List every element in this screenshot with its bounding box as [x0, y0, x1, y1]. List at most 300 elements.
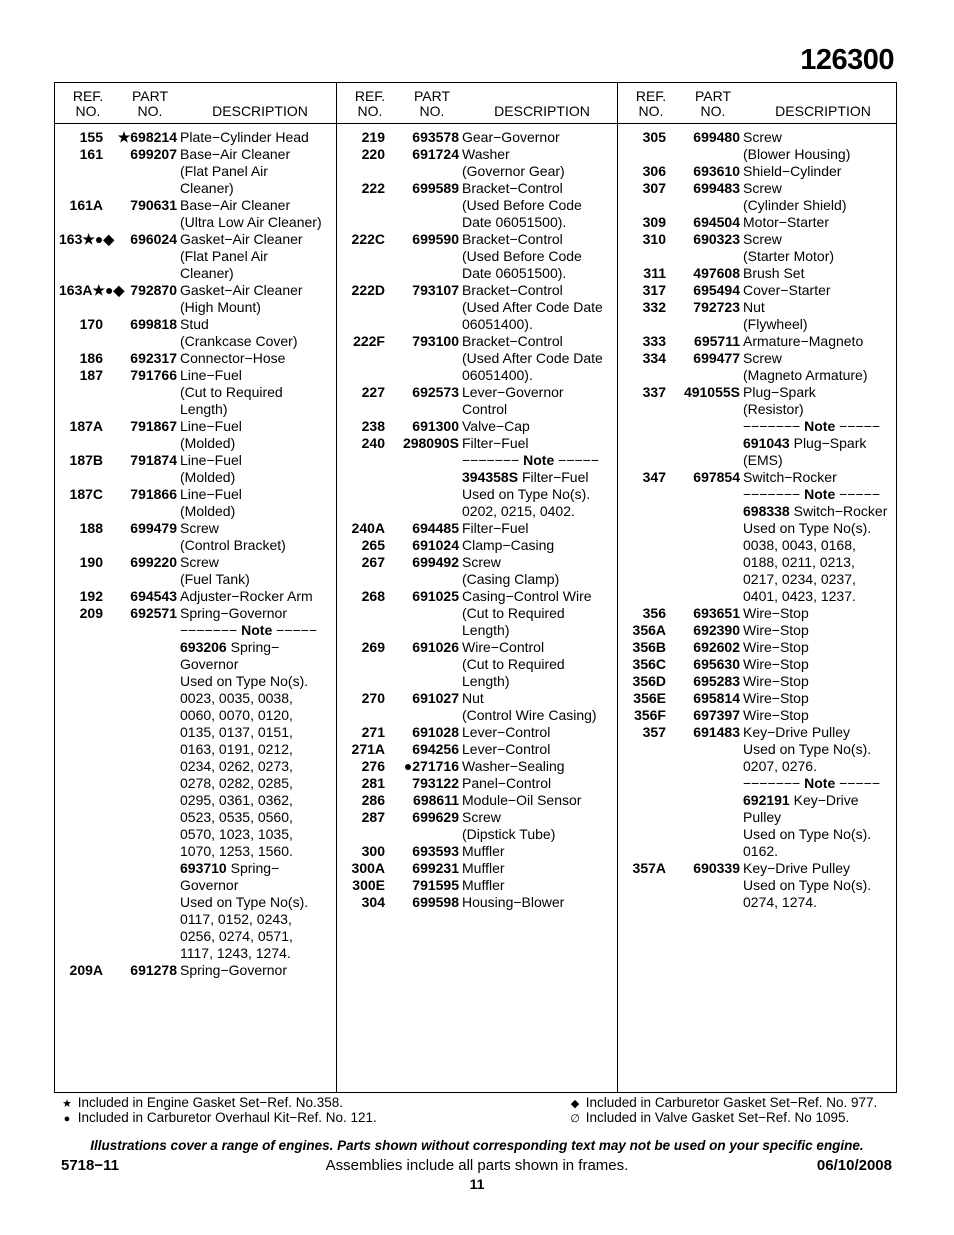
ref-number: 333 [642, 333, 666, 349]
note-description: Filter−Fuel Used on Type No(s). 0202, 0215, 0402. [462, 469, 591, 519]
ref-number: 356 [642, 605, 666, 621]
part-description: −−−−−−− Note −−−−− [743, 775, 881, 791]
part-number: 699220 [130, 554, 177, 570]
ref-number: 219 [361, 129, 385, 145]
part-description: Washer−Sealing [462, 758, 565, 774]
part-number: ●271716 [403, 758, 459, 774]
part-number: 697854 [693, 469, 740, 485]
part-description: Screw (Blower Housing) [743, 129, 851, 162]
table-row [337, 333, 618, 384]
diamond-icon: ◆ [570, 1098, 580, 1110]
table-row [618, 384, 897, 418]
rows-column-1 [55, 129, 336, 979]
table-row [55, 197, 336, 231]
ref-number: 356F [634, 707, 666, 723]
part-description: Cover−Starter [743, 282, 831, 298]
table-row [618, 333, 897, 350]
table-row [618, 469, 897, 486]
part-description: Muffler [462, 877, 505, 893]
ref-number: 357A [632, 860, 666, 876]
table-row [618, 231, 897, 265]
part-description: Base−Air Cleaner (Ultra Low Air Cleaner) [180, 197, 322, 230]
ref-number: 357 [642, 724, 666, 740]
parts-table [54, 82, 897, 1093]
assemblies-note: Assemblies include all parts shown in frames. [325, 1157, 629, 1174]
parts-column-3 [617, 83, 897, 1092]
ref-number: 286 [361, 792, 385, 808]
ref-number: 271A [351, 741, 385, 757]
part-description: Wire−Stop [743, 622, 809, 638]
table-row [337, 741, 618, 758]
table-row [55, 350, 336, 367]
ref-number: 192 [79, 588, 103, 604]
part-description: Washer (Governor Gear) [462, 146, 565, 179]
ref-number: 187 [79, 367, 103, 383]
table-row [618, 299, 897, 333]
part-number: 691027 [412, 690, 459, 706]
part-description: Screw (Fuel Tank) [180, 554, 250, 587]
table-row [618, 707, 897, 724]
part-number: 691300 [412, 418, 459, 434]
note-part-number: 394358S [462, 469, 519, 485]
part-number: 691724 [412, 146, 459, 162]
part-description: Bracket−Control (Used Before Code Date 06051500). [462, 180, 582, 230]
table-row [618, 129, 897, 163]
part-number: 790631 [130, 197, 177, 213]
part-description: Muffler [462, 860, 505, 876]
ref-number: 190 [79, 554, 103, 570]
ref-number: 265 [361, 537, 385, 553]
part-number: 698611 [413, 792, 459, 808]
table-row [337, 520, 618, 537]
note-part-number: 691043 [743, 435, 790, 451]
ref-number: 222 [361, 180, 385, 196]
table-row [337, 860, 618, 877]
part-number: 690323 [693, 231, 740, 247]
ref-number: 187B [69, 452, 103, 468]
table-row [337, 877, 618, 894]
footnote-text: Included in Engine Gasket Set−Ref. No.358. [77, 1095, 344, 1110]
part-description: Screw (Casing Clamp) [462, 554, 560, 587]
header-description: DESCRIPTION [212, 103, 308, 119]
header-description: DESCRIPTION [775, 103, 871, 119]
part-description: Screw (Dipstick Tube) [462, 809, 556, 842]
part-number: 695711 [694, 333, 740, 349]
part-number: 693593 [412, 843, 459, 859]
table-row [618, 486, 897, 503]
table-row [55, 146, 336, 197]
part-number: 699207 [130, 146, 177, 162]
parts-column-2 [336, 83, 618, 1092]
part-number: 695814 [693, 690, 740, 706]
ref-number: 188 [79, 520, 103, 536]
table-row [55, 452, 336, 486]
ref-number: 155 [79, 129, 103, 145]
ref-number: 240 [361, 435, 385, 451]
part-description: −−−−−−− Note −−−−− [462, 452, 600, 468]
part-description: Bracket−Control (Used After Code Date 06051400). [462, 333, 603, 383]
table-row [618, 690, 897, 707]
table-row [337, 435, 618, 452]
table-row [55, 962, 336, 979]
part-number: 497608 [693, 265, 740, 281]
column-header [337, 83, 618, 124]
ref-number: 163★●◆ [59, 231, 115, 247]
table-row [55, 554, 336, 588]
ref-number: 269 [361, 639, 385, 655]
part-description: Spring−Governor [180, 962, 288, 978]
model-number: 126300 [800, 44, 894, 76]
note-part-number: 693710 [180, 860, 227, 876]
table-row [337, 554, 618, 588]
part-description: Clamp−Casing [462, 537, 555, 553]
part-number: 692573 [412, 384, 459, 400]
part-number: 696024 [130, 231, 177, 247]
footnote-dot [60, 1110, 377, 1127]
part-description: Nut (Flywheel) [743, 299, 808, 332]
note-description: Switch−Rocker Used on Type No(s). 0038, 0043, 0168, 0188, 0211, 0213, 0217, 0234, 0237, 0401, 0423, 1237. [743, 503, 888, 604]
table-row [55, 316, 336, 350]
part-description: Line−Fuel (Molded) [180, 486, 242, 519]
part-number: 792870 [130, 282, 177, 298]
table-row [618, 792, 897, 860]
ref-number: 222D [351, 282, 385, 298]
table-row [337, 384, 618, 418]
part-description: Screw (Magneto Armature) [743, 350, 868, 383]
part-description: Screw (Control Bracket) [180, 520, 286, 553]
ref-number: 271 [361, 724, 385, 740]
table-row [337, 758, 618, 775]
table-row [618, 214, 897, 231]
part-number: 692571 [130, 605, 177, 621]
part-number: 793122 [412, 775, 459, 791]
table-row [618, 673, 897, 690]
part-number: 699477 [693, 350, 740, 366]
ref-number: 222F [353, 333, 385, 349]
part-description: Muffler [462, 843, 505, 859]
part-description: Adjuster−Rocker Arm [180, 588, 313, 604]
table-row [55, 588, 336, 605]
ref-number: 332 [642, 299, 666, 315]
part-description: Panel−Control [462, 775, 552, 791]
ref-number: 356A [632, 622, 666, 638]
table-row [55, 367, 336, 418]
header-part-no: PART NO. [131, 88, 169, 119]
table-row [618, 265, 897, 282]
ref-number: 347 [642, 469, 666, 485]
part-number: 298090S [402, 435, 459, 451]
table-row [337, 894, 618, 911]
ref-number: 356C [632, 656, 666, 672]
part-number: 699480 [693, 129, 740, 145]
part-number: 791595 [412, 877, 459, 893]
part-description: Motor−Starter [743, 214, 829, 230]
part-description: Wire−Stop [743, 673, 809, 689]
note-part-number: 692191 [743, 792, 790, 808]
ref-number: 356B [632, 639, 666, 655]
ref-number: 222C [351, 231, 385, 247]
ref-number: 281 [361, 775, 385, 791]
ref-number: 337 [642, 384, 666, 400]
note-description: Spring− Governor Used on Type No(s). 0023, 0035, 0038, 0060, 0070, 0120, 0135, 0137, 0151, 0163, 0191, 0212, 0234, 0262, 0273, 0278, 0282, 0285, 0295, 0361, 0362, 0523, 0535, 0560, 0570, 1023, 1035, 1070, 1253, 1560. [180, 639, 309, 859]
ref-number: 186 [79, 350, 103, 366]
part-description: Plug−Spark (Resistor) [743, 384, 816, 417]
table-row [337, 231, 618, 282]
part-number: 693578 [412, 129, 459, 145]
note-description: Spring− Governor Used on Type No(s). 0117, 0152, 0243, 0256, 0274, 0571, 1117, 1243, 1274. [180, 860, 309, 961]
table-row [618, 282, 897, 299]
part-number: 791866 [130, 486, 177, 502]
part-number: 699492 [412, 554, 459, 570]
part-number: 491055S [683, 384, 740, 400]
header-part-no: PART NO. [413, 88, 451, 119]
part-number: 693610 [693, 163, 740, 179]
table-row [55, 639, 336, 860]
part-number: 792723 [693, 299, 740, 315]
table-row [55, 486, 336, 520]
part-number: 791867 [130, 418, 177, 434]
footnote-text: Included in Carburetor Gasket Set−Ref. No. 977. [585, 1095, 878, 1110]
part-number: 694504 [693, 214, 740, 230]
table-row [337, 452, 618, 469]
ref-number: 309 [642, 214, 666, 230]
table-row [337, 775, 618, 792]
table-row [337, 129, 618, 146]
table-row [55, 231, 336, 282]
footnote-text: Included in Carburetor Overhaul Kit−Ref. No. 121. [77, 1110, 377, 1125]
ref-number: 267 [361, 554, 385, 570]
part-description: Base−Air Cleaner (Flat Panel Air Cleaner) [180, 146, 291, 196]
table-row [618, 180, 897, 214]
table-row [337, 537, 618, 554]
note-part-number: 693206 [180, 639, 227, 655]
part-description: Wire−Stop [743, 690, 809, 706]
part-number: 692390 [693, 622, 740, 638]
ref-number: 209 [79, 605, 103, 621]
part-description: Gear−Governor [462, 129, 560, 145]
part-number: 694543 [130, 588, 177, 604]
part-number: 691278 [130, 962, 177, 978]
ref-number: 161A [69, 197, 103, 213]
ref-number: 307 [642, 180, 666, 196]
table-row [337, 588, 618, 639]
ref-number: 356E [633, 690, 666, 706]
part-description: Wire−Stop [743, 707, 809, 723]
table-row [618, 605, 897, 622]
table-row [337, 180, 618, 231]
header-description: DESCRIPTION [494, 103, 590, 119]
part-description: Brush Set [743, 265, 805, 281]
header-ref-no: REF. NO. [354, 88, 386, 119]
part-description: Screw (Cylinder Shield) [743, 180, 847, 213]
part-description: Housing−Blower [462, 894, 565, 910]
table-row [618, 775, 897, 792]
part-description: −−−−−−− Note −−−−− [743, 418, 881, 434]
ref-number: 163A★●◆ [59, 282, 125, 298]
table-row [337, 469, 618, 520]
part-description: Filter−Fuel [462, 520, 529, 536]
document-date: 06/10/2008 [816, 1157, 892, 1174]
part-description: −−−−−−− Note −−−−− [743, 486, 881, 502]
ref-number: 170 [79, 316, 103, 332]
header-ref-no: REF. NO. [635, 88, 667, 119]
table-row [55, 418, 336, 452]
footnote-empty-set [568, 1110, 849, 1127]
column-header [55, 83, 336, 124]
part-number: 699818 [130, 316, 177, 332]
part-description: Key−Drive Pulley Used on Type No(s). 0207, 0276. [743, 724, 872, 774]
part-number: 699590 [412, 231, 459, 247]
part-number: 699589 [412, 180, 459, 196]
part-description [180, 860, 336, 962]
part-description: Wire−Stop [743, 639, 809, 655]
part-number: 695630 [693, 656, 740, 672]
ref-number: 276 [361, 758, 385, 774]
table-row [55, 605, 336, 622]
part-number: 791766 [130, 367, 177, 383]
note-description: Plug−Spark (EMS) [743, 435, 867, 468]
ref-number: 334 [642, 350, 666, 366]
empty-set-icon: ∅ [570, 1113, 580, 1125]
part-description: Line−Fuel (Molded) [180, 418, 242, 451]
part-description: Bracket−Control (Used Before Code Date 06051500). [462, 231, 582, 281]
ref-number: 304 [361, 894, 385, 910]
table-row [618, 724, 897, 775]
part-number: 692317 [130, 350, 177, 366]
table-row [337, 690, 618, 724]
table-row [337, 282, 618, 333]
table-row [337, 146, 618, 180]
part-number: 691026 [412, 639, 459, 655]
ref-number: 209A [69, 962, 103, 978]
ref-number: 187C [69, 486, 103, 502]
table-row [618, 622, 897, 639]
part-description: Shield−Cylinder [743, 163, 842, 179]
ref-number: 306 [642, 163, 666, 179]
part-description: Wire−Control (Cut to Required Length) [462, 639, 565, 689]
part-number: 691025 [412, 588, 459, 604]
part-description: Line−Fuel (Cut to Required Length) [180, 367, 283, 417]
part-description: Line−Fuel (Molded) [180, 452, 242, 485]
ref-number: 356D [632, 673, 666, 689]
part-number: 691483 [693, 724, 740, 740]
part-description: Nut (Control Wire Casing) [462, 690, 597, 723]
footnote-text: Included in Valve Gasket Set−Ref. No 1095. [585, 1110, 850, 1125]
part-number: 791874 [130, 452, 177, 468]
ref-number: 161 [79, 146, 103, 162]
table-row [618, 503, 897, 605]
page-number: 11 [469, 1176, 485, 1192]
part-number: 695494 [693, 282, 740, 298]
ref-number: 270 [361, 690, 385, 706]
ref-number: 305 [642, 129, 666, 145]
part-description: Module−Oil Sensor [462, 792, 582, 808]
ref-number: 227 [361, 384, 385, 400]
part-number: 695283 [693, 673, 740, 689]
ref-number: 187A [69, 418, 103, 434]
ref-number: 238 [361, 418, 385, 434]
part-description: Valve−Cap [462, 418, 530, 434]
table-row [337, 724, 618, 741]
ref-number: 300A [351, 860, 385, 876]
table-row [337, 639, 618, 690]
part-description [743, 503, 897, 605]
star-icon: ★ [62, 1098, 72, 1110]
part-description: Stud (Crankcase Cover) [180, 316, 298, 349]
part-number: 699231 [412, 860, 459, 876]
parts-column-1 [55, 83, 336, 1092]
part-description: Connector−Hose [180, 350, 286, 366]
part-number: 699479 [130, 520, 177, 536]
part-description: Filter−Fuel [462, 435, 529, 451]
part-number: 697397 [693, 707, 740, 723]
part-number: 691024 [412, 537, 459, 553]
part-description: Key−Drive Pulley Used on Type No(s). 0274, 1274. [743, 860, 872, 910]
part-description: −−−−−−− Note −−−−− [180, 622, 318, 638]
part-number: 793100 [412, 333, 459, 349]
ref-number: 220 [361, 146, 385, 162]
table-row [618, 656, 897, 673]
document-number: 5718−11 [61, 1157, 119, 1174]
part-number: 694485 [412, 520, 459, 536]
table-row [337, 843, 618, 860]
ref-number: 268 [361, 588, 385, 604]
part-description: Switch−Rocker [743, 469, 837, 485]
part-description: Wire−Stop [743, 656, 809, 672]
ref-number: 287 [361, 809, 385, 825]
rows-column-2 [337, 129, 618, 911]
part-description: Lever−Control [462, 724, 551, 740]
part-description: Plate−Cylinder Head [180, 129, 309, 145]
part-number: 694256 [412, 741, 459, 757]
table-row [618, 163, 897, 180]
part-description [743, 435, 897, 469]
part-number: 691028 [412, 724, 459, 740]
part-description: Gasket−Air Cleaner (Flat Panel Air Cleaner) [180, 231, 303, 281]
table-row [55, 520, 336, 554]
part-number: 699483 [693, 180, 740, 196]
rows-column-3 [618, 129, 897, 911]
part-description [743, 792, 897, 860]
part-number: 692602 [693, 639, 740, 655]
note-part-number: 698338 [743, 503, 790, 519]
part-description: Gasket−Air Cleaner (High Mount) [180, 282, 303, 315]
table-row [618, 639, 897, 656]
ref-number: 317 [642, 282, 666, 298]
table-row [618, 350, 897, 384]
part-description: Casing−Control Wire (Cut to Required Length) [462, 588, 592, 638]
part-description: Lever−Governor Control [462, 384, 564, 417]
part-description: Bracket−Control (Used After Code Date 06051400). [462, 282, 603, 332]
ref-number: 240A [351, 520, 385, 536]
disclaimer: Illustrations cover a range of engines. Parts shown without corresponding text may not be used on your specific engine. [90, 1138, 864, 1153]
header-part-no: PART NO. [694, 88, 732, 119]
part-number: 793107 [412, 282, 459, 298]
table-row [55, 860, 336, 962]
table-row [55, 622, 336, 639]
table-row [55, 129, 336, 146]
table-row [618, 418, 897, 435]
ref-number: 311 [643, 265, 666, 281]
note-description: Key−Drive Pulley Used on Type No(s). 0162. [743, 792, 872, 859]
part-description: Spring−Governor [180, 605, 288, 621]
part-description: Armature−Magneto [743, 333, 864, 349]
dot-icon: ● [63, 1113, 71, 1125]
part-description: Wire−Stop [743, 605, 809, 621]
column-header [618, 83, 897, 124]
part-number: 690339 [693, 860, 740, 876]
ref-number: 300E [352, 877, 385, 893]
